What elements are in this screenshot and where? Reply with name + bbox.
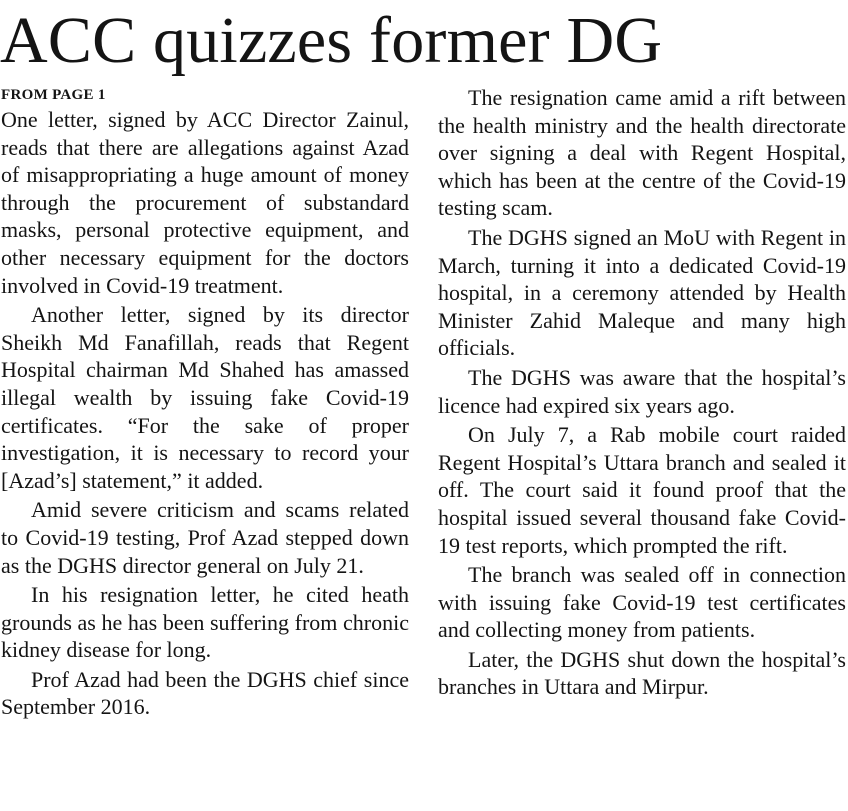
left-column xyxy=(1,106,409,721)
paragraph-left-1: One letter, signed by ACC Director Zainul, reads that there are allegations against Azad of misappropriating a huge amount of money through the procurement of substandard masks, personal protective equipment, and other necessary equipment for the doctors involved in Covid-19 treatment. xyxy=(1,107,409,298)
paragraph-left-4: In his resignation letter, he cited heath grounds as he has been suffering from chronic kidney disease for long. xyxy=(1,582,409,663)
paragraph-right-3: The DGHS was aware that the hospital’s licence had expired six years ago. xyxy=(438,364,846,418)
paragraph-right-4: On July 7, a Rab mobile court raided Regent Hospital’s Uttara branch and sealed it off. The court said it found proof that the hospital issued several thousand fake Covid-19 test reports, which prompted the rift. xyxy=(438,422,846,558)
paragraph-left-2: Another letter, signed by its director Sheikh Md Fanafillah, reads that Regent Hospital chairman Md Shahed has amassed illegal wealth by issuing fake Covid-19 certificates. “For the sake of proper investigation, it is necessary to record your [Azad’s] statement,” it added. xyxy=(1,302,409,493)
paragraph-right-2: The DGHS signed an MoU with Regent in March, turning it into a dedicated Covid-19 hospital, in a ceremony attended by Health Minister Zahid Maleque and many high officials. xyxy=(438,224,846,361)
headline: ACC quizzes former DG xyxy=(0,4,663,77)
right-column xyxy=(438,84,846,701)
continuation-kicker: FROM PAGE 1 xyxy=(1,87,106,103)
paragraph-right-5: The branch was sealed off in connection with issuing fake Covid-19 test certificates and collecting money from patients. xyxy=(438,562,846,643)
paragraph-right-6: Later, the DGHS shut down the hospital’s branches in Uttara and Mirpur. xyxy=(438,646,846,700)
paragraph-right-1: The resignation came amid a rift between the health ministry and the health directorate over signing a deal with Regent Hospital, which has been at the centre of the Covid-19 testing scam. xyxy=(438,85,846,221)
paragraph-left-5: Prof Azad had been the DGHS chief since September 2016. xyxy=(1,666,409,720)
paragraph-left-3: Amid severe criticism and scams related to Covid-19 testing, Prof Azad stepped down as the DGHS director general on July 21. xyxy=(1,497,409,578)
